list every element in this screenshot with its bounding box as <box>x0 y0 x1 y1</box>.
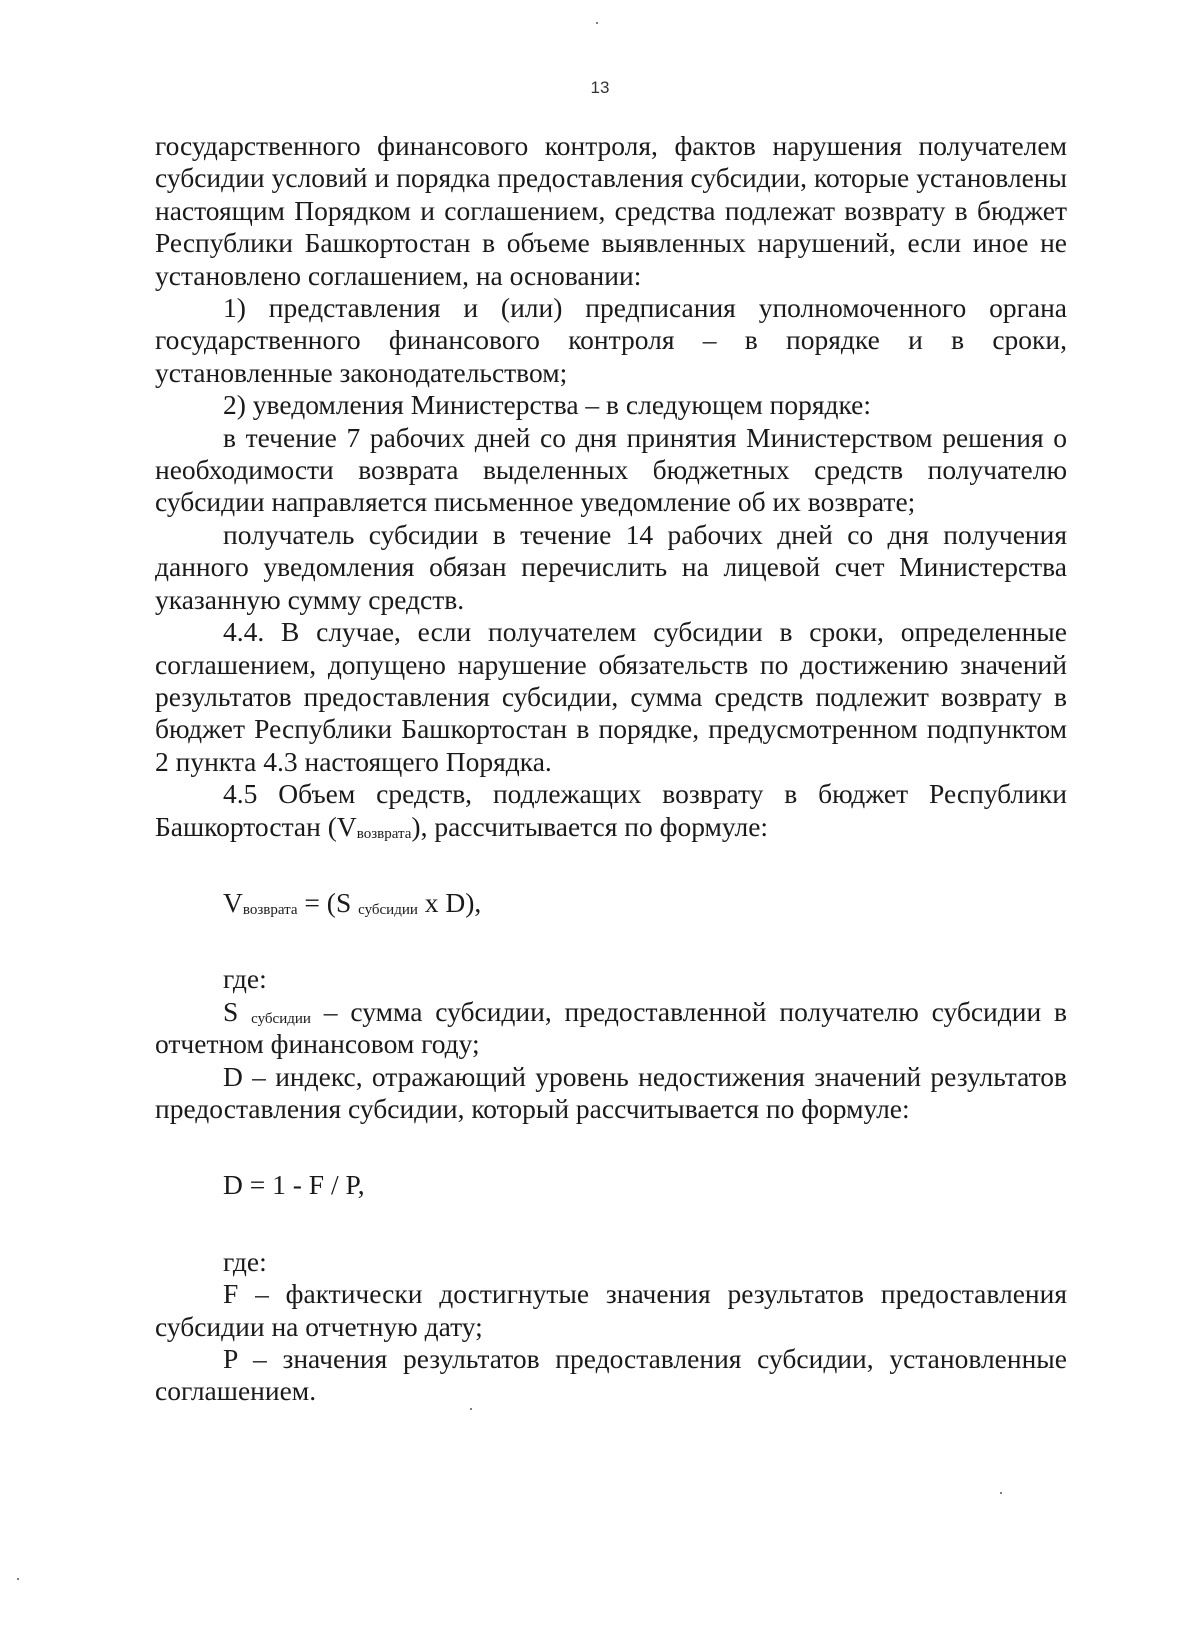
paragraph-4-4: 4.4. В случае, если получателем субсидии в сроки, определенные соглашением, допущено нарушение обязательств по достижению значений результатов предоставления субсидии, сумма средств подлежит возврату в бюджет Республики Башкортостан в порядке, предусмотренном подпунктом 2 пункта 4.3 настоящего Порядка. <box>155 616 1067 777</box>
definition-d: D – индекс, отражающий уровень недостижения значений результатов предоставления субсидии, который рассчитывается по формуле: <box>155 1060 1067 1124</box>
paragraph-item-1: 1) представления и (или) предписания уполномоченного органа государственного финансового контроля – в порядке и в сроки, установленные законодательством; <box>155 292 1067 388</box>
definition-p: P – значения результатов предоставления субсидии, установленные соглашением. <box>155 1343 1067 1407</box>
definition-s: S $_{субсидии}$ – сумма субсидии, предоставленной получателю субсидии в отчетном финансовом году; <box>155 995 1068 1060</box>
paragraph-notice-term: в течение 7 рабочих дней со дня принятия Министерством решения о необходимости возврата выделенных бюджетных средств получателю субсидии направляется письменное уведомление об их возврате; <box>155 421 1067 518</box>
document-body <box>155 130 1067 1408</box>
definition-f: F – фактически достигнутые значения результатов предоставления субсидии на отчетную дату; <box>155 1278 1067 1342</box>
where-label-2: где: <box>223 1245 267 1277</box>
paragraph-item-2: 2) уведомления Министерства – в следующем порядке: <box>223 389 871 421</box>
scan-speck <box>596 22 598 24</box>
paragraph-recipient-duty: получатель субсидии в течение 14 рабочих дней со дня получения данного уведомления обязан перечислить на лицевой счет Министерства указанную сумму средств. <box>155 518 1067 615</box>
scan-speck <box>17 1578 19 1580</box>
paragraph-4-5: 4.5 Объем средств, подлежащих возврату в бюджет Республики Башкортостан $(V_{возврата})$, рассчитывается по формуле: <box>155 778 1067 842</box>
formula-d: D = 1 - F / P, <box>223 1169 365 1201</box>
formula-v-return: $V_{возврата} = (S$ $_{субсидии}$ x D), <box>223 886 482 918</box>
scan-speck <box>470 1408 472 1410</box>
paragraph-intro: государственного финансового контроля, фактов нарушения получателем субсидии условий и порядка предоставления субсидии, которые установлены настоящим Порядком и соглашением, средства подлежат возврату в бюджет Республики Башкортостан в объеме выявленных нарушений, если иное не установлено соглашением, на основании: <box>155 130 1067 291</box>
scan-speck <box>1000 1492 1002 1494</box>
where-label-1: где: <box>223 963 267 995</box>
page-number: 13 <box>590 78 610 97</box>
